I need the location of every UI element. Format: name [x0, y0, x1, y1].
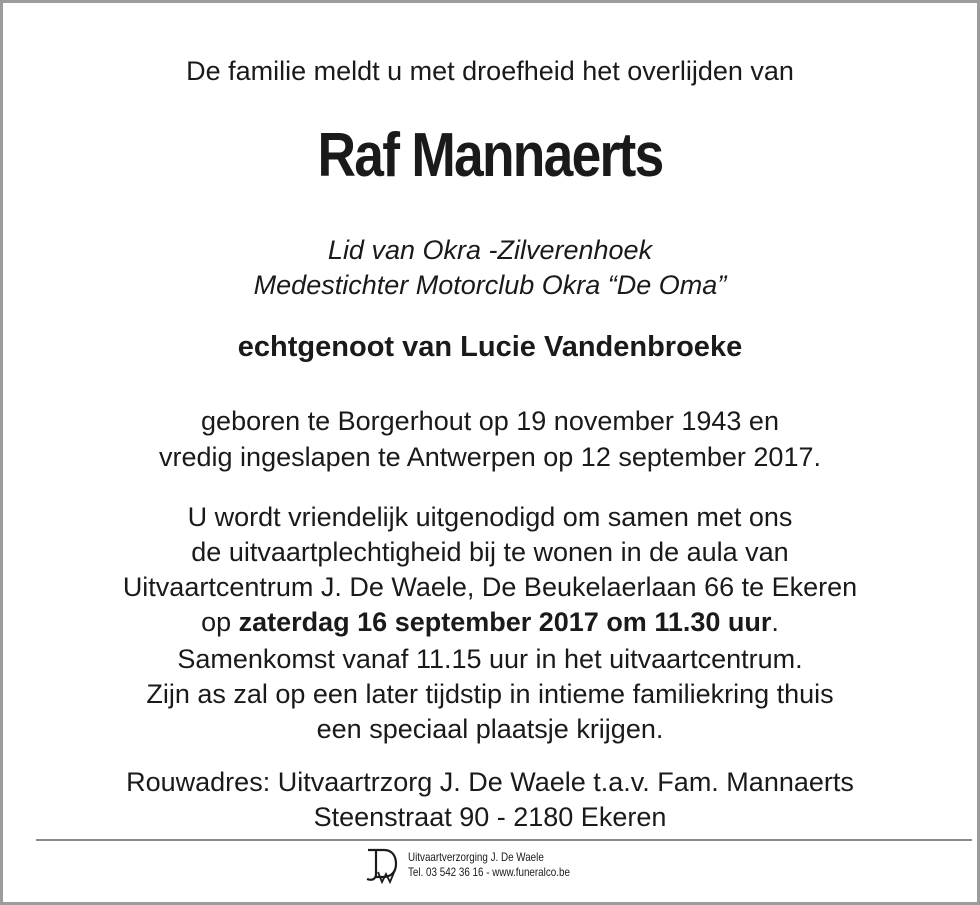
ceremony-date-line — [0, 604, 980, 640]
invitation-line: Samenkomst vanaf 11.15 uur in het uitvaartcentrum. — [177, 644, 803, 674]
invitation-line: Uitvaartcentrum J. De Waele, De Beukelaerlaan 66 te Ekeren — [122, 572, 858, 602]
birth-line: geboren te Borgerhout op 19 november 1943 en — [201, 406, 779, 436]
mourning-address-line: Steenstraat 90 - 2180 Ekeren — [313, 802, 667, 832]
funeral-company-contact: Tel. 03 542 36 16 - www.funeralco.be — [408, 865, 570, 879]
dw-monogram-logo-icon — [362, 846, 402, 886]
intro-text: De familie meldt u met droefheid het overlijden van — [186, 56, 794, 86]
funeral-company-name: Uitvaartverzorging J. De Waele — [408, 850, 544, 864]
death-line: vredig ingeslapen te Antwerpen op 12 september 2017. — [159, 442, 821, 472]
role-line: Medestichter Motorclub Okra “De Oma” — [253, 270, 727, 300]
date-suffix: . — [771, 607, 779, 637]
mourning-address-line: Rouwadres: Uitvaartrzorg J. De Waele t.a.v. Fam. Mannaerts — [126, 767, 854, 797]
footer-text — [408, 850, 570, 880]
footer-divider — [36, 839, 972, 841]
invitation-line: de uitvaartplechtigheid bij te wonen in de aula van — [191, 537, 789, 567]
ceremony-date: zaterdag 16 september 2017 om 11.30 uur — [238, 607, 772, 637]
invitation-line: Zijn as zal op een later tijdstip in intieme familiekring thuis — [146, 679, 834, 709]
role-line: Lid van Okra -Zilverenhoek — [327, 235, 653, 265]
date-prefix: op — [201, 607, 239, 637]
deceased-name: Raf Mannaerts — [317, 121, 663, 190]
invitation-line: U wordt vriendelijk uitgenodigd om samen met ons — [187, 502, 793, 532]
invitation-line: een speciaal plaatsje krijgen. — [316, 714, 664, 744]
spouse-line: echtgenoot van Lucie Vandenbroeke — [237, 331, 743, 363]
